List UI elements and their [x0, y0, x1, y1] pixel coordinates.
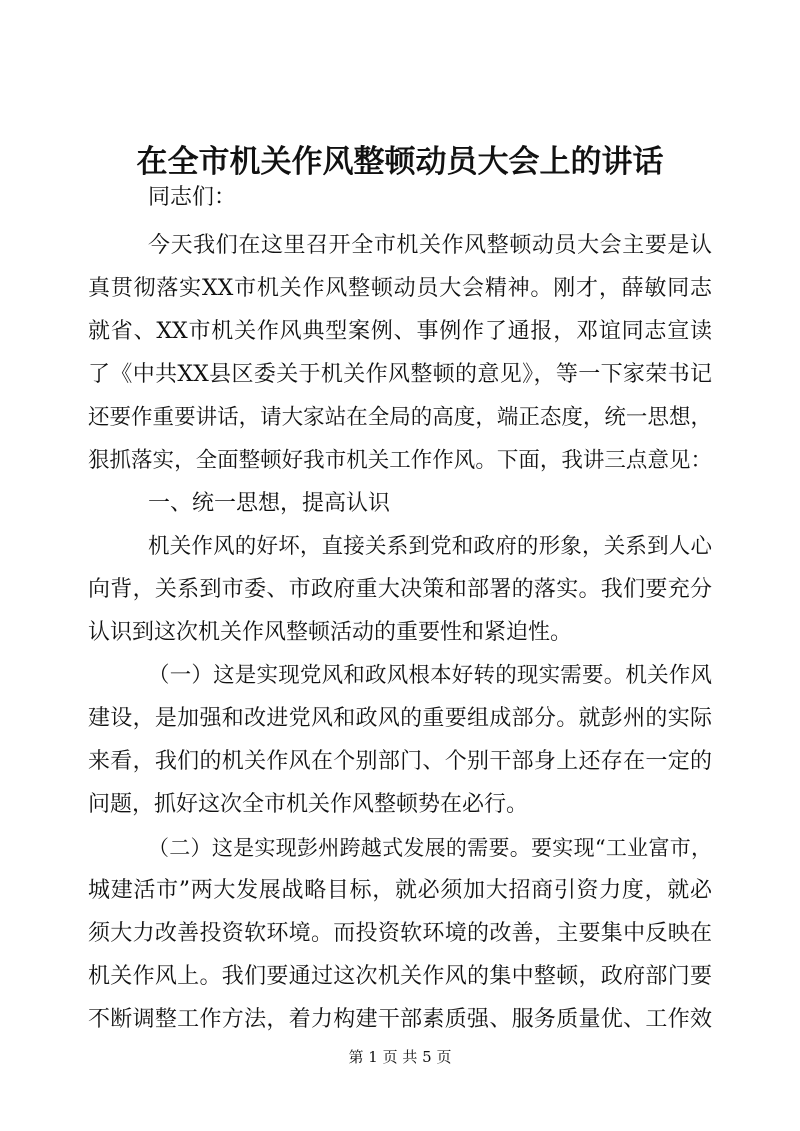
- paragraph-line: 向背，关系到市委、市政府重大决策和部署的落实。我们要充分: [88, 577, 712, 602]
- greeting: 同志们：: [148, 185, 237, 210]
- paragraph-line: 问题，抓好这次全市机关作风整顿势在必行。: [88, 792, 529, 817]
- paragraph-line: 认识到这次机关作风整顿活动的重要性和紧迫性。: [88, 620, 573, 645]
- paragraph-line: （一）这是实现党风和政风根本好转的现实需要。机关作风: [148, 663, 712, 688]
- paragraph-line: （二）这是实现彭州跨越式发展的需要。要实现“工业富市，: [148, 836, 712, 860]
- page-footer: 第 1 页 共 5 页: [348, 1048, 452, 1066]
- paragraph-line: 机关作风的好坏，直接关系到党和政府的形象，关系到人心: [148, 534, 712, 559]
- paragraph-line: 今天我们在这里召开全市机关作风整顿动员大会主要是认: [148, 233, 712, 258]
- paragraph-line: 建设，是加强和改进党风和政风的重要组成部分。就彭州的实际: [88, 706, 712, 731]
- paragraph-line: 须大力改善投资软环境。而投资软环境的改善，主要集中反映在: [88, 921, 712, 946]
- paragraph-line: 不断调整工作方法，着力构建干部素质强、服务质量优、工作效: [88, 1007, 712, 1032]
- paragraph-line: 来看，我们的机关作风在个别部门、个别干部身上还存在一定的: [88, 749, 712, 774]
- document-title: 在全市机关作风整顿动员大会上的讲话: [136, 144, 664, 180]
- paragraph-line: 机关作风上。我们要通过这次机关作风的集中整顿，政府部门要: [88, 964, 712, 989]
- section-heading: 一、统一思想，提高认识: [148, 491, 391, 516]
- paragraph-line: 就省、XX市机关作风典型案例、事例作了通报，邓谊同志宣读: [88, 319, 712, 344]
- paragraph-line: 还要作重要讲话，请大家站在全局的高度，端正态度，统一思想，: [88, 405, 712, 430]
- paragraph-line: 城建活市”两大发展战略目标，就必须加大招商引资力度，就必: [88, 878, 712, 903]
- paragraph-line: 狠抓落实，全面整顿好我市机关工作作风。下面，我讲三点意见：: [88, 448, 712, 473]
- paragraph-line: 真贯彻落实XX市机关作风整顿动员大会精神。刚才，薛敏同志: [88, 276, 712, 301]
- paragraph-line: 了《中共XX县区委关于机关作风整顿的意见》，等一下家荣书记: [88, 362, 712, 387]
